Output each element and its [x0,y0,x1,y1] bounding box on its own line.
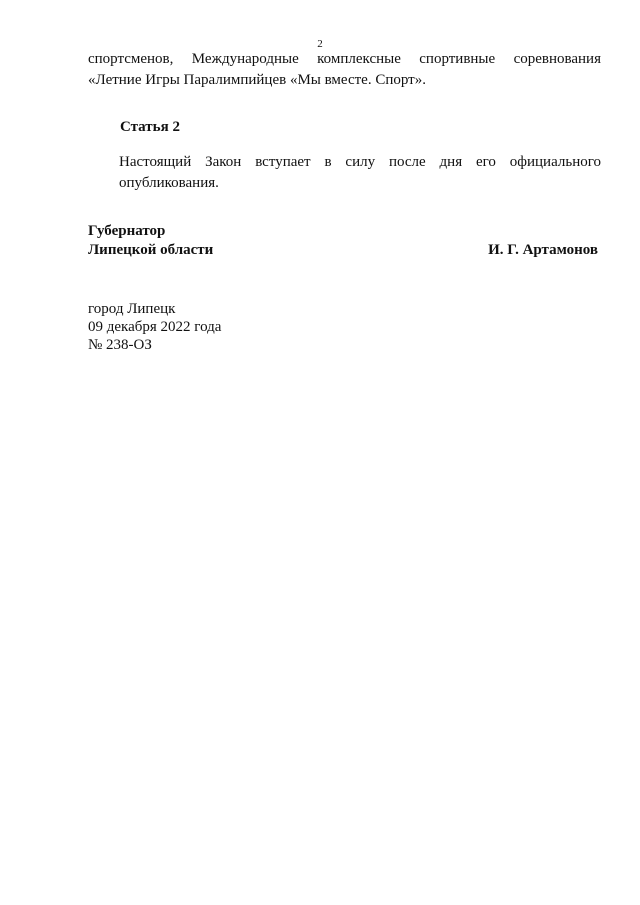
paragraph-line: Настоящий Закон вступает в силу после дня его официального [119,154,601,170]
paragraph-line: «Летние Игры Паралимпийцев «Мы вместе. Спорт». [88,72,426,88]
page-number: 2 [317,38,323,50]
signatory-region: Липецкой области [88,242,214,258]
paragraph-line: опубликования. [119,175,219,191]
law-number: № 238-ОЗ [88,337,152,353]
date-line: 09 декабря 2022 года [88,319,222,335]
paragraph-line: спортсменов, Международные комплексные спортивные соревнования [88,51,601,67]
signature-block [88,222,598,260]
document-footer [88,300,221,354]
signatory-title: Губернатор [88,223,166,239]
article-heading: Статья 2 [120,119,180,135]
signature-row [88,241,598,260]
signatory-name: И. Г. Артамонов [488,242,598,258]
article-paragraph [88,152,601,194]
city-line: город Липецк [88,301,176,317]
continuation-paragraph [88,49,601,91]
